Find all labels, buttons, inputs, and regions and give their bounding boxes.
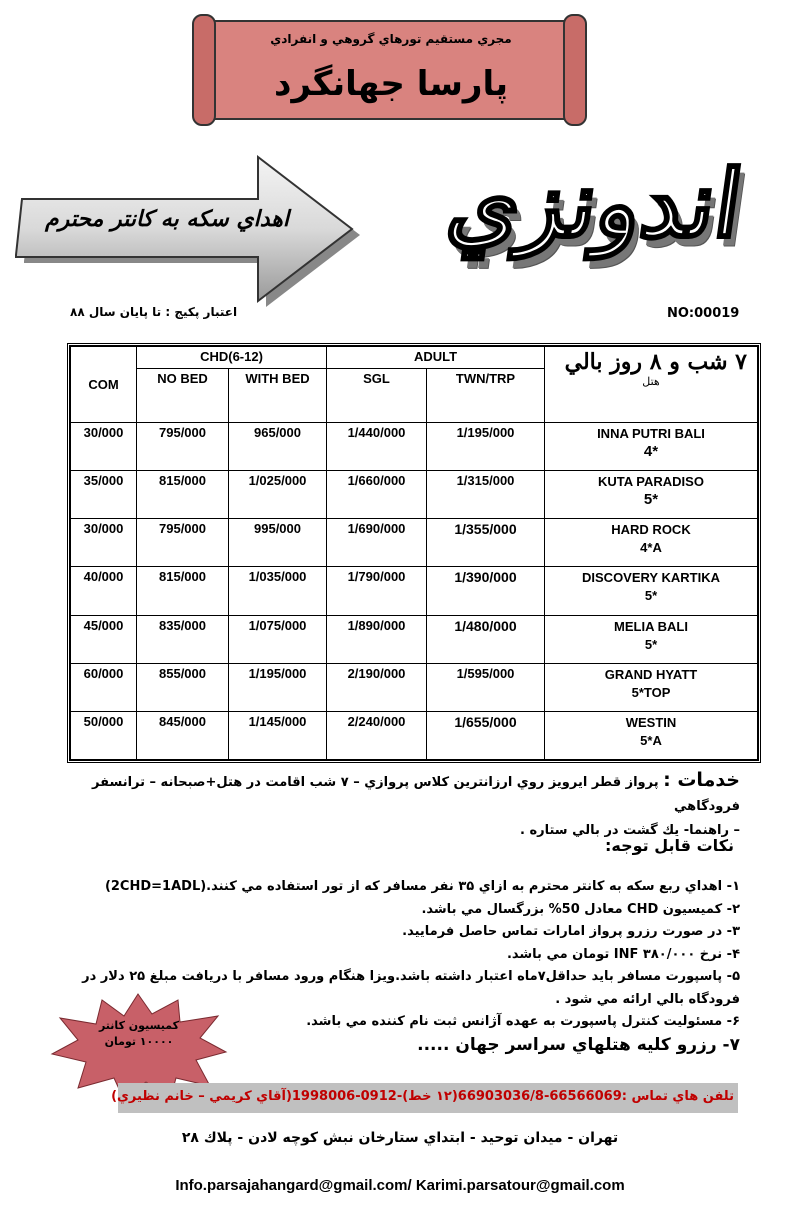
cell-sgl: 2/190/000	[327, 663, 427, 711]
phone-strip	[111, 1083, 738, 1113]
rates-table	[67, 343, 761, 763]
banner-subtitle: مجري مستقيم تورهاي گروهي و انفرادي	[270, 32, 512, 46]
cell-com: 30/000	[71, 423, 137, 471]
header-adult: ADULT	[327, 347, 545, 369]
cell-no-bed: 815/000	[137, 471, 229, 519]
hotel-stars: 5*A	[640, 732, 662, 748]
cell-with-bed: 995/000	[229, 519, 327, 567]
cell-with-bed: 1/145/000	[229, 711, 327, 759]
cell-twn: 1/315/000	[427, 471, 545, 519]
cell-twn: 1/195/000	[427, 423, 545, 471]
hotel-stars: 5*	[643, 491, 659, 509]
burst-line-2: ۱۰۰۰۰ تومان	[104, 1035, 174, 1048]
phone-numbers: تلفن هاي تماس :66566069-66903036/8(۱۲ خط)-0912-1998006(آقاي كريمي – خانم نظيري)	[111, 1089, 734, 1104]
company-banner	[192, 14, 587, 122]
note-item: ۵- پاسپورت مسافر بايد حداقل۷ماه اعتبار داشته باشد.ويزا هنگام ورود مسافر با دريافت مبلغ ۲۵ دلار در فرودگاه بالي ارائه مي شود .	[82, 969, 740, 1007]
cell-twn: 1/480/000	[427, 615, 545, 663]
email-addresses[interactable]: Info.parsajahangard@gmail.com/ Karimi.parsatour@gmail.com	[175, 1177, 625, 1194]
cell-hotel	[545, 711, 758, 759]
notes-title: نكات قابل توجه:	[605, 836, 734, 855]
cell-sgl: 1/440/000	[327, 423, 427, 471]
hotel-stars: 5*	[644, 588, 658, 604]
services-line-1	[40, 768, 740, 819]
hotel-stars: 4*A	[640, 540, 662, 556]
hotel-stars: 5*TOP	[631, 684, 671, 700]
cell-twn: 1/355/000	[427, 519, 545, 567]
table-row	[71, 615, 758, 663]
table-row	[71, 423, 758, 471]
table-row	[71, 519, 758, 567]
header-twn-trp: TWN/TRP	[427, 369, 545, 423]
cell-no-bed: 795/000	[137, 423, 229, 471]
cell-with-bed: 1/035/000	[229, 567, 327, 615]
cell-no-bed: 855/000	[137, 663, 229, 711]
cell-hotel	[545, 567, 758, 615]
cell-no-bed: 835/000	[137, 615, 229, 663]
hotel-name: GRAND HYATT	[604, 666, 698, 682]
package-validity: اعتبار پكيج : تا پايان سال ۸۸	[70, 305, 238, 319]
cell-no-bed: 845/000	[137, 711, 229, 759]
hotel-name: DISCOVERY KARTIKA	[582, 570, 720, 586]
header-with-bed: WITH BED	[229, 369, 327, 423]
note-item: ۲- كميسيون CHD معادل 50% بزرگسال مي باشد.	[421, 901, 740, 917]
note-item: ۶- مسئوليت كنترل پاسپورت به عهده آژانس ثبت نام كننده مي باشد.	[306, 1014, 740, 1029]
note-item: ۷- رزرو كليه هتلهاي سراسر جهان .....	[417, 1034, 740, 1055]
cell-hotel	[545, 663, 758, 711]
table-row	[71, 663, 758, 711]
hotel-name: WESTIN	[625, 714, 677, 730]
hotel-label: هتل	[642, 376, 660, 388]
promo-arrow	[12, 155, 392, 307]
table-row	[71, 711, 758, 759]
cell-com: 50/000	[71, 711, 137, 759]
cell-com: 60/000	[71, 663, 137, 711]
cell-sgl: 1/660/000	[327, 471, 427, 519]
cell-with-bed: 1/075/000	[229, 615, 327, 663]
services-text-1: پرواز قطر ايرويز روي ارزانترين كلاس پروازي – ۷ شب اقامت در هتل+صبحانه – ترانسفر فرودگاهي	[92, 775, 740, 814]
header-chd: CHD(6-12)	[137, 347, 327, 369]
hotel-name: MELIA BALI	[614, 618, 688, 634]
scroll-roll-right	[563, 14, 587, 126]
hotel-stars: 5*	[644, 636, 658, 652]
cell-with-bed: 965/000	[229, 423, 327, 471]
address: تهران - ميدان توحيد - ابتداي ستارخان نبش كوچه لادن - پلاك ۲۸	[181, 1130, 619, 1146]
cell-twn: 1/595/000	[427, 663, 545, 711]
cell-hotel	[545, 519, 758, 567]
hotel-name: KUTA PARADISO	[598, 474, 704, 490]
header-com: COM	[71, 347, 137, 423]
table-row	[71, 567, 758, 615]
header-no-bed: NO BED	[137, 369, 229, 423]
cell-sgl: 1/890/000	[327, 615, 427, 663]
hotel-stars: 4*	[643, 443, 659, 460]
cell-com: 30/000	[71, 519, 137, 567]
cell-with-bed: 1/195/000	[229, 663, 327, 711]
table-row	[71, 471, 758, 519]
services-label: خدمات :	[663, 769, 740, 791]
arrow-text: اهداي سكه به كانتر محترم	[45, 207, 289, 232]
cell-com: 40/000	[71, 567, 137, 615]
cell-com: 45/000	[71, 615, 137, 663]
cell-com: 35/000	[71, 471, 137, 519]
tour-duration: ۷ شب و ۸ روز بالي	[564, 349, 747, 375]
services-section	[40, 768, 740, 843]
cell-twn: 1/655/000	[427, 711, 545, 759]
cell-sgl: 1/690/000	[327, 519, 427, 567]
cell-with-bed: 1/025/000	[229, 471, 327, 519]
document-number: NO:00019	[667, 306, 740, 321]
note-item: ۳- در صورت رزرو پرواز امارات تماس حاصل فرماييد.	[402, 924, 740, 939]
header-hotel	[545, 347, 758, 423]
company-name: پارسا جهانگرد	[274, 64, 508, 104]
cell-hotel	[545, 471, 758, 519]
hotel-name: HARD ROCK	[611, 522, 691, 538]
cell-sgl: 1/790/000	[327, 567, 427, 615]
burst-line-1: كميسيون كانتر	[98, 1019, 180, 1032]
banner-body	[202, 20, 580, 120]
cell-hotel	[545, 615, 758, 663]
cell-sgl: 2/240/000	[327, 711, 427, 759]
cell-no-bed: 795/000	[137, 519, 229, 567]
services-text-2: – راهنما- يك گشت در بالي ستاره .	[520, 823, 740, 838]
hotel-name: INNA PUTRI BALI	[597, 426, 705, 441]
note-item: ۱- اهداي ربع سكه به كانتر محترم به ازاي ۳۵ نفر مسافر كه از تور استفاده مي كنند.(2CHD=1ADL)	[104, 879, 740, 894]
burst-text	[84, 1018, 194, 1050]
header-sgl: SGL	[327, 369, 427, 423]
cell-hotel	[545, 423, 758, 471]
country-title: اندونزي	[441, 150, 749, 258]
cell-twn: 1/390/000	[427, 567, 545, 615]
scroll-roll-left	[192, 14, 216, 126]
cell-no-bed: 815/000	[137, 567, 229, 615]
note-item: ۴- نرخ INF ۳۸۰/۰۰۰ تومان مي باشد.	[506, 946, 740, 962]
